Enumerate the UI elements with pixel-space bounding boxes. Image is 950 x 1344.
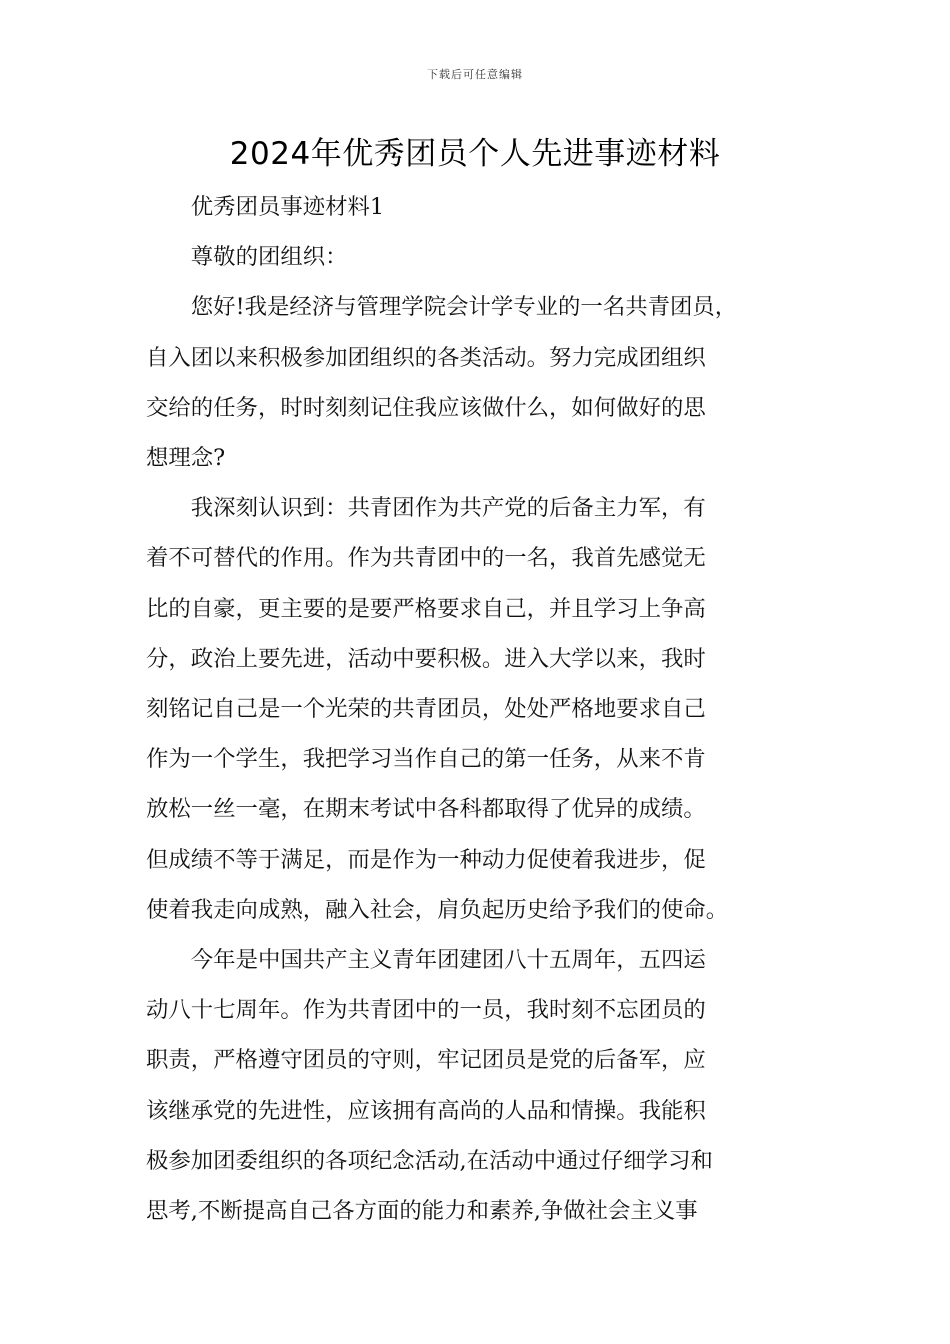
text-line: 该继承党的先进性，应该拥有高尚的人品和情操。我能积 <box>146 1097 706 1124</box>
paragraph <box>146 182 814 232</box>
text-line: 今年是中国共产主义青年团建团八十五周年，五四运 <box>190 947 706 974</box>
text-line: 想理念? <box>146 445 226 472</box>
document-body <box>146 182 814 1236</box>
paragraph <box>146 935 814 1236</box>
text-line: 刻铭记自己是一个光荣的共青团员，处处严格地要求自己 <box>146 696 706 723</box>
text-line: 思考,不断提高自己各方面的能力和素养,争做社会主义事 <box>146 1198 698 1225</box>
text-line: 放松一丝一毫，在期末考试中各科都取得了优异的成绩。 <box>146 796 706 823</box>
text-line: 动八十七周年。作为共青团中的一员，我时刻不忘团员的 <box>146 997 706 1024</box>
paragraph <box>146 483 814 935</box>
document-title: 2024年优秀团员个人先进事迹材料 <box>229 136 721 172</box>
text-line: 职责，严格遵守团员的守则，牢记团员是党的后备军，应 <box>146 1047 706 1074</box>
paragraph <box>146 282 814 483</box>
text-line: 作为一个学生，我把学习当作自己的第一任务，从来不肯 <box>146 746 706 773</box>
text-line: 交给的任务，时时刻刻记住我应该做什么，如何做好的思 <box>146 394 706 421</box>
text-line: 分，政治上要先进，活动中要积极。进入大学以来，我时 <box>146 645 706 672</box>
text-line: 您好!我是经济与管理学院会计学专业的一名共青团员， <box>190 294 738 321</box>
text-line: 极参加团委组织的各项纪念活动,在活动中通过仔细学习和 <box>146 1147 713 1174</box>
text-line: 自入团以来积极参加团组织的各类活动。努力完成团组织 <box>146 344 706 371</box>
paragraph <box>146 232 814 282</box>
text-line: 着不可替代的作用。作为共青团中的一名，我首先感觉无 <box>146 545 706 572</box>
text-line: 但成绩不等于满足，而是作为一种动力促使着我进步，促 <box>146 846 706 873</box>
text-line: 我深刻认识到：共青团作为共产党的后备主力军，有 <box>190 495 706 522</box>
text-line: 优秀团员事迹材料1 <box>190 194 385 220</box>
page-header: 下载后可任意编辑 <box>427 68 523 81</box>
text-line: 尊敬的团组织： <box>190 244 348 271</box>
text-line: 使着我走向成熟，融入社会，肩负起历史给予我们的使命。 <box>146 896 729 923</box>
text-line: 比的自豪，更主要的是要严格要求自己，并且学习上争高 <box>146 595 706 622</box>
